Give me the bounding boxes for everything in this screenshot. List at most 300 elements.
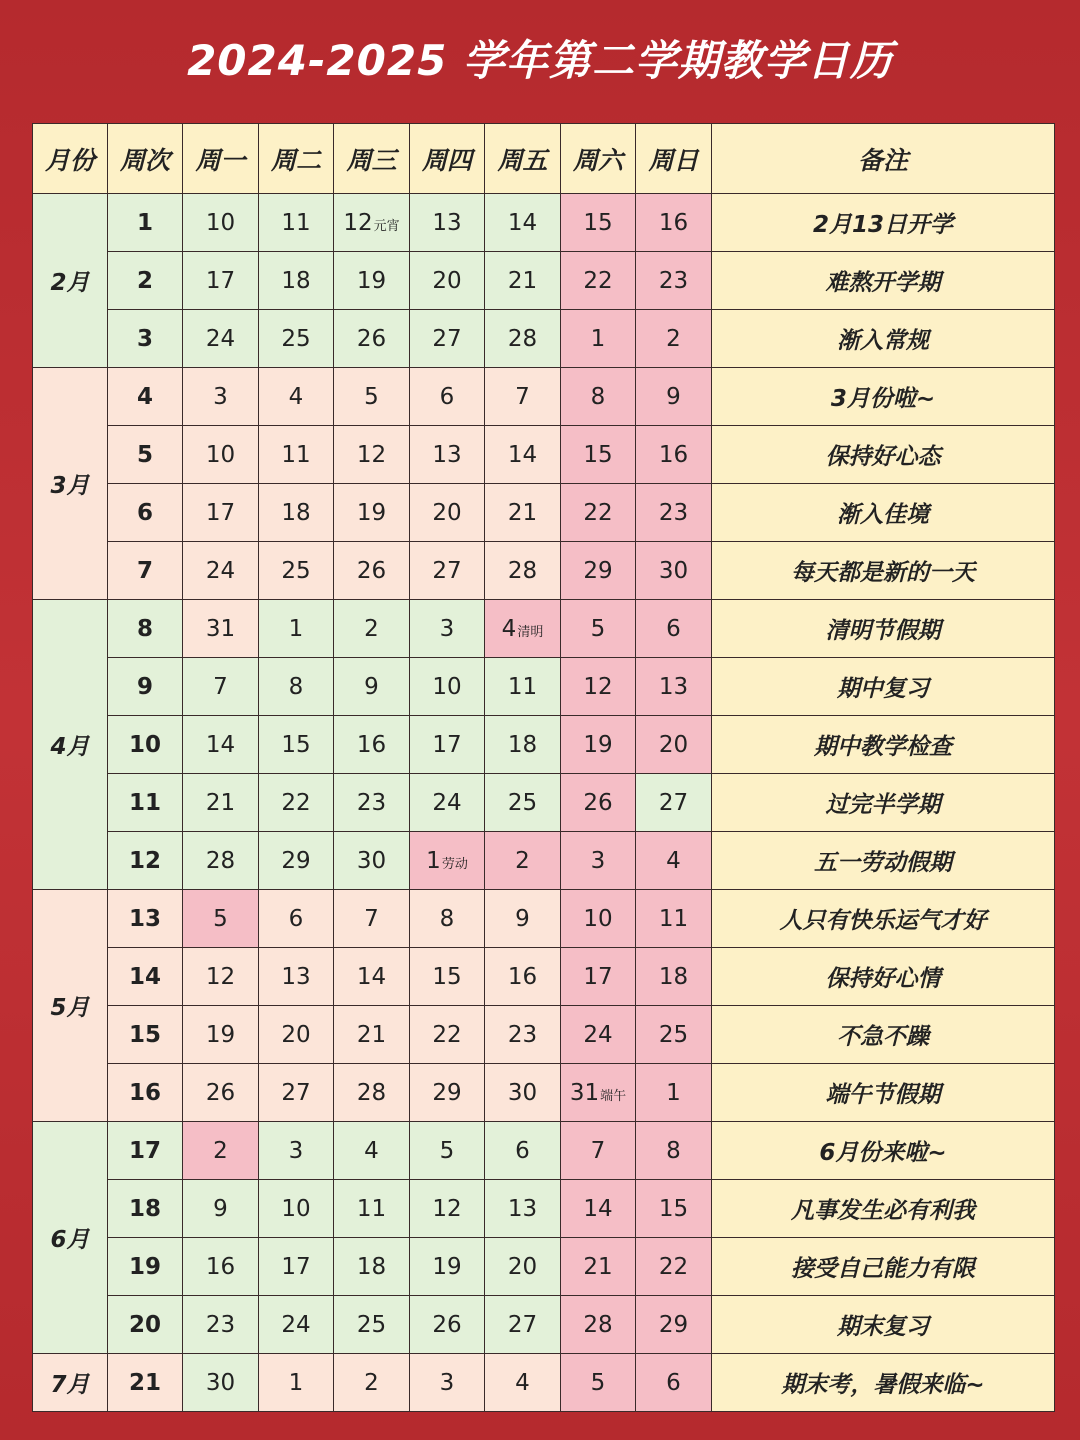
day-number: 5 — [590, 1369, 606, 1396]
day-number: 15 — [583, 209, 613, 236]
day-cell — [485, 1296, 561, 1354]
day-cell — [334, 1238, 410, 1296]
day-number: 29 — [281, 847, 311, 874]
day-cell — [183, 1180, 259, 1238]
day-cell — [636, 252, 712, 310]
note-cell: 过完半学期 — [712, 774, 1055, 832]
day-number: 11 — [507, 673, 538, 700]
day-number: 23 — [205, 1311, 236, 1338]
day-cell — [259, 716, 334, 774]
day-number: 2 — [515, 847, 530, 874]
day-cell — [636, 194, 712, 252]
day-cell — [561, 890, 636, 948]
day-number: 28 — [205, 847, 236, 874]
day-cell — [410, 1296, 485, 1354]
note-cell: 期末考，暑假来临~ — [712, 1354, 1055, 1412]
day-cell — [334, 1180, 410, 1238]
day-number: 24 — [281, 1311, 311, 1338]
day-number: 26 — [205, 1079, 236, 1106]
day-cell — [259, 1296, 334, 1354]
month-label: 3月 — [33, 368, 108, 600]
day-number: 25 — [281, 325, 311, 352]
day-cell — [636, 1354, 712, 1412]
day-cell — [485, 774, 561, 832]
day-cell — [485, 252, 561, 310]
day-number: 20 — [507, 1253, 538, 1280]
day-number: 17 — [281, 1253, 311, 1280]
day-cell — [485, 426, 561, 484]
day-number: 19 — [356, 267, 387, 294]
day-cell — [259, 194, 334, 252]
day-number: 2 — [364, 1369, 379, 1396]
day-number: 20 — [432, 499, 462, 526]
day-cell — [410, 194, 485, 252]
day-number: 23 — [507, 1021, 538, 1048]
day-number: 5 — [213, 905, 228, 932]
day-number: 5 — [590, 615, 606, 642]
day-cell — [259, 1064, 334, 1122]
day-cell — [183, 1122, 259, 1180]
day-number: 18 — [356, 1253, 387, 1280]
day-cell — [636, 484, 712, 542]
day-cell — [561, 194, 636, 252]
day-number: 27 — [432, 325, 462, 352]
day-number: 25 — [356, 1311, 387, 1338]
day-number: 30 — [356, 847, 387, 874]
day-cell — [561, 1238, 636, 1296]
day-number: 9 — [666, 383, 681, 410]
day-number: 22 — [583, 499, 613, 526]
day-cell — [561, 1122, 636, 1180]
day-number: 4 — [515, 1369, 530, 1396]
day-cell — [561, 832, 636, 890]
day-number: 10 — [583, 905, 613, 932]
table-row — [33, 194, 1055, 252]
day-number: 15 — [658, 1195, 689, 1222]
week-number: 10 — [108, 716, 183, 774]
day-number: 28 — [507, 557, 538, 584]
day-number: 10 — [432, 673, 462, 700]
day-number: 27 — [281, 1079, 311, 1106]
day-cell — [485, 1354, 561, 1412]
day-number: 27 — [658, 789, 689, 816]
holiday-label: 清明 — [517, 624, 544, 640]
table-row — [33, 890, 1055, 948]
holiday-label: 端午 — [600, 1088, 627, 1104]
day-cell — [561, 368, 636, 426]
day-cell — [561, 1180, 636, 1238]
day-cell — [259, 658, 334, 716]
day-cell — [410, 600, 485, 658]
note-cell: 2月13日开学 — [712, 194, 1055, 252]
day-cell — [259, 368, 334, 426]
day-cell — [636, 1064, 712, 1122]
day-cell — [485, 1064, 561, 1122]
day-number: 12 — [432, 1195, 462, 1222]
day-number: 26 — [583, 789, 613, 816]
day-cell — [259, 600, 334, 658]
day-cell — [561, 716, 636, 774]
day-cell — [183, 310, 259, 368]
day-number: 11 — [356, 1195, 387, 1222]
day-number: 28 — [507, 325, 538, 352]
day-number: 11 — [658, 905, 689, 932]
day-cell — [334, 658, 410, 716]
day-cell — [636, 1122, 712, 1180]
day-number: 6 — [666, 1369, 681, 1396]
week-number: 2 — [108, 252, 183, 310]
day-cell — [183, 426, 259, 484]
day-number: 2 — [364, 615, 379, 642]
day-number: 15 — [281, 731, 311, 758]
day-cell — [636, 658, 712, 716]
day-number: 8 — [439, 905, 455, 932]
day-number: 13 — [281, 963, 311, 990]
day-number: 22 — [281, 789, 311, 816]
header-row — [33, 124, 1055, 194]
day-cell — [410, 310, 485, 368]
day-number: 7 — [213, 673, 228, 700]
day-number: 13 — [432, 209, 462, 236]
week-number: 6 — [108, 484, 183, 542]
day-cell — [334, 774, 410, 832]
day-cell — [410, 658, 485, 716]
day-number: 6 — [515, 1137, 530, 1164]
table-row — [33, 1180, 1055, 1238]
day-number: 23 — [356, 789, 387, 816]
week-number: 9 — [108, 658, 183, 716]
day-cell — [636, 948, 712, 1006]
day-cell — [561, 948, 636, 1006]
day-number: 14 — [583, 1195, 613, 1222]
day-cell — [485, 1180, 561, 1238]
day-number: 17 — [432, 731, 462, 758]
day-number: 19 — [205, 1021, 236, 1048]
day-cell — [561, 484, 636, 542]
day-cell — [410, 1064, 485, 1122]
day-cell — [334, 832, 410, 890]
note-cell: 接受自己能力有限 — [712, 1238, 1055, 1296]
day-number: 1 — [590, 325, 606, 352]
day-number: 18 — [281, 499, 311, 526]
note-cell: 每天都是新的一天 — [712, 542, 1055, 600]
note-cell: 期末复习 — [712, 1296, 1055, 1354]
day-number: 2 — [666, 325, 681, 352]
table-row — [33, 368, 1055, 426]
note-cell: 期中教学检查 — [712, 716, 1055, 774]
day-number: 21 — [507, 267, 538, 294]
day-cell — [485, 600, 561, 658]
day-number: 29 — [432, 1079, 462, 1106]
day-number: 16 — [658, 209, 689, 236]
note-cell: 期中复习 — [712, 658, 1055, 716]
day-cell — [410, 774, 485, 832]
day-number: 7 — [364, 905, 379, 932]
day-number: 26 — [356, 325, 387, 352]
day-number: 1 — [288, 615, 304, 642]
day-cell — [410, 1122, 485, 1180]
day-cell — [636, 1006, 712, 1064]
table-row — [33, 832, 1055, 890]
week-number: 11 — [108, 774, 183, 832]
day-cell — [183, 600, 259, 658]
day-number: 14 — [507, 441, 538, 468]
day-number: 31 — [569, 1079, 600, 1106]
day-number: 21 — [356, 1021, 387, 1048]
day-number: 10 — [205, 209, 236, 236]
day-number: 24 — [205, 325, 236, 352]
day-number: 19 — [432, 1253, 462, 1280]
day-number: 31 — [205, 615, 236, 642]
day-cell — [334, 890, 410, 948]
day-cell — [183, 484, 259, 542]
note-cell: 保持好心情 — [712, 948, 1055, 1006]
month-label: 7月 — [33, 1354, 108, 1412]
table-row — [33, 310, 1055, 368]
day-number: 10 — [281, 1195, 311, 1222]
header-thu: 周四 — [410, 124, 485, 194]
day-number: 12 — [343, 209, 373, 236]
note-cell: 不急不躁 — [712, 1006, 1055, 1064]
day-cell — [410, 1006, 485, 1064]
day-number: 21 — [507, 499, 538, 526]
day-cell — [334, 1064, 410, 1122]
header-sat: 周六 — [561, 124, 636, 194]
day-cell — [334, 310, 410, 368]
day-cell — [410, 716, 485, 774]
day-cell — [636, 890, 712, 948]
day-number: 3 — [590, 847, 606, 874]
day-number: 17 — [583, 963, 613, 990]
day-number: 9 — [364, 673, 379, 700]
day-cell — [636, 1180, 712, 1238]
day-cell — [334, 1006, 410, 1064]
day-number: 2 — [213, 1137, 228, 1164]
day-cell — [561, 600, 636, 658]
day-number: 9 — [213, 1195, 228, 1222]
week-number: 21 — [108, 1354, 183, 1412]
day-number: 24 — [583, 1021, 613, 1048]
day-number: 28 — [356, 1079, 387, 1106]
day-cell — [636, 368, 712, 426]
week-number: 15 — [108, 1006, 183, 1064]
day-number: 4 — [666, 847, 681, 874]
day-number: 14 — [507, 209, 538, 236]
table-row — [33, 716, 1055, 774]
day-cell — [561, 1064, 636, 1122]
day-number: 21 — [583, 1253, 613, 1280]
day-number: 27 — [432, 557, 462, 584]
day-cell — [334, 600, 410, 658]
table-row — [33, 1238, 1055, 1296]
day-cell — [485, 716, 561, 774]
week-number: 19 — [108, 1238, 183, 1296]
header-note: 备注 — [712, 124, 1055, 194]
day-cell — [485, 542, 561, 600]
table-row — [33, 426, 1055, 484]
day-number: 16 — [507, 963, 538, 990]
table-row — [33, 542, 1055, 600]
day-number: 9 — [515, 905, 530, 932]
day-number: 10 — [205, 441, 236, 468]
table-row — [33, 774, 1055, 832]
week-number: 12 — [108, 832, 183, 890]
day-cell — [485, 310, 561, 368]
header-month: 月份 — [33, 124, 108, 194]
day-cell — [561, 542, 636, 600]
day-cell — [183, 1006, 259, 1064]
day-number: 22 — [583, 267, 613, 294]
note-cell: 3月份啦~ — [712, 368, 1055, 426]
day-number: 22 — [658, 1253, 689, 1280]
day-cell — [485, 1238, 561, 1296]
day-number: 1 — [288, 1369, 304, 1396]
week-number: 16 — [108, 1064, 183, 1122]
day-number: 6 — [439, 383, 455, 410]
header-fri: 周五 — [485, 124, 561, 194]
week-number: 3 — [108, 310, 183, 368]
day-cell — [410, 252, 485, 310]
day-number: 20 — [281, 1021, 311, 1048]
day-number: 18 — [507, 731, 538, 758]
day-cell — [183, 1238, 259, 1296]
day-cell — [334, 1122, 410, 1180]
day-number: 23 — [658, 267, 689, 294]
day-cell — [183, 1064, 259, 1122]
day-number: 30 — [658, 557, 689, 584]
day-number: 22 — [432, 1021, 462, 1048]
day-number: 25 — [658, 1021, 689, 1048]
day-number: 25 — [281, 557, 311, 584]
week-number: 5 — [108, 426, 183, 484]
day-number: 1 — [426, 847, 441, 874]
day-cell — [259, 484, 334, 542]
day-cell — [259, 426, 334, 484]
day-cell — [259, 310, 334, 368]
day-cell — [561, 774, 636, 832]
note-cell: 渐入佳境 — [712, 484, 1055, 542]
note-cell: 渐入常规 — [712, 310, 1055, 368]
day-number: 16 — [658, 441, 689, 468]
day-number: 12 — [356, 441, 387, 468]
day-number: 20 — [658, 731, 689, 758]
day-cell — [561, 310, 636, 368]
week-number: 8 — [108, 600, 183, 658]
day-number: 30 — [205, 1369, 236, 1396]
day-number: 7 — [515, 383, 530, 410]
day-number: 5 — [364, 383, 379, 410]
day-number: 12 — [205, 963, 236, 990]
note-cell: 凡事发生必有利我 — [712, 1180, 1055, 1238]
day-cell — [259, 1006, 334, 1064]
holiday-label: 劳动 — [441, 856, 468, 872]
day-cell — [485, 368, 561, 426]
day-number: 14 — [356, 963, 387, 990]
week-number: 14 — [108, 948, 183, 1006]
day-cell — [259, 774, 334, 832]
header-sun: 周日 — [636, 124, 712, 194]
header-tue: 周二 — [259, 124, 334, 194]
table-row — [33, 1296, 1055, 1354]
day-cell — [259, 542, 334, 600]
day-cell — [334, 426, 410, 484]
day-cell — [183, 658, 259, 716]
day-number: 19 — [583, 731, 613, 758]
day-number: 27 — [507, 1311, 538, 1338]
month-label: 5月 — [33, 890, 108, 1122]
day-cell — [259, 1238, 334, 1296]
day-cell — [410, 890, 485, 948]
day-cell — [410, 948, 485, 1006]
day-number: 4 — [501, 615, 517, 642]
day-number: 4 — [288, 383, 304, 410]
day-cell — [183, 368, 259, 426]
day-cell — [334, 716, 410, 774]
day-cell — [485, 832, 561, 890]
day-cell — [259, 1122, 334, 1180]
calendar-table — [32, 123, 1055, 1412]
month-label: 4月 — [33, 600, 108, 890]
day-cell — [561, 1006, 636, 1064]
day-number: 3 — [213, 383, 228, 410]
day-number: 7 — [590, 1137, 606, 1164]
day-cell — [561, 426, 636, 484]
day-number: 29 — [658, 1311, 689, 1338]
day-cell — [410, 368, 485, 426]
note-cell: 保持好心态 — [712, 426, 1055, 484]
day-cell — [334, 542, 410, 600]
day-number: 3 — [439, 615, 455, 642]
day-cell — [636, 716, 712, 774]
day-cell — [334, 1354, 410, 1412]
day-number: 23 — [658, 499, 689, 526]
day-cell — [334, 194, 410, 252]
day-cell — [636, 774, 712, 832]
day-cell — [183, 1354, 259, 1412]
day-number: 18 — [658, 963, 689, 990]
day-cell — [410, 542, 485, 600]
day-cell — [636, 1296, 712, 1354]
day-cell — [410, 1354, 485, 1412]
day-cell — [334, 1296, 410, 1354]
week-number: 20 — [108, 1296, 183, 1354]
day-number: 6 — [666, 615, 681, 642]
day-cell — [259, 890, 334, 948]
day-number: 15 — [432, 963, 462, 990]
day-number: 17 — [205, 499, 236, 526]
table-row — [33, 1122, 1055, 1180]
day-number: 5 — [439, 1137, 455, 1164]
header-week: 周次 — [108, 124, 183, 194]
day-cell — [410, 484, 485, 542]
table-row — [33, 1354, 1055, 1412]
day-number: 13 — [507, 1195, 538, 1222]
week-number: 7 — [108, 542, 183, 600]
note-cell: 端午节假期 — [712, 1064, 1055, 1122]
day-number: 26 — [356, 557, 387, 584]
day-number: 30 — [507, 1079, 538, 1106]
day-cell — [334, 484, 410, 542]
day-cell — [183, 948, 259, 1006]
day-cell — [561, 252, 636, 310]
day-number: 17 — [205, 267, 236, 294]
day-number: 3 — [439, 1369, 455, 1396]
day-number: 29 — [583, 557, 613, 584]
day-cell — [485, 890, 561, 948]
day-number: 24 — [205, 557, 236, 584]
day-cell — [259, 948, 334, 1006]
day-number: 28 — [583, 1311, 613, 1338]
